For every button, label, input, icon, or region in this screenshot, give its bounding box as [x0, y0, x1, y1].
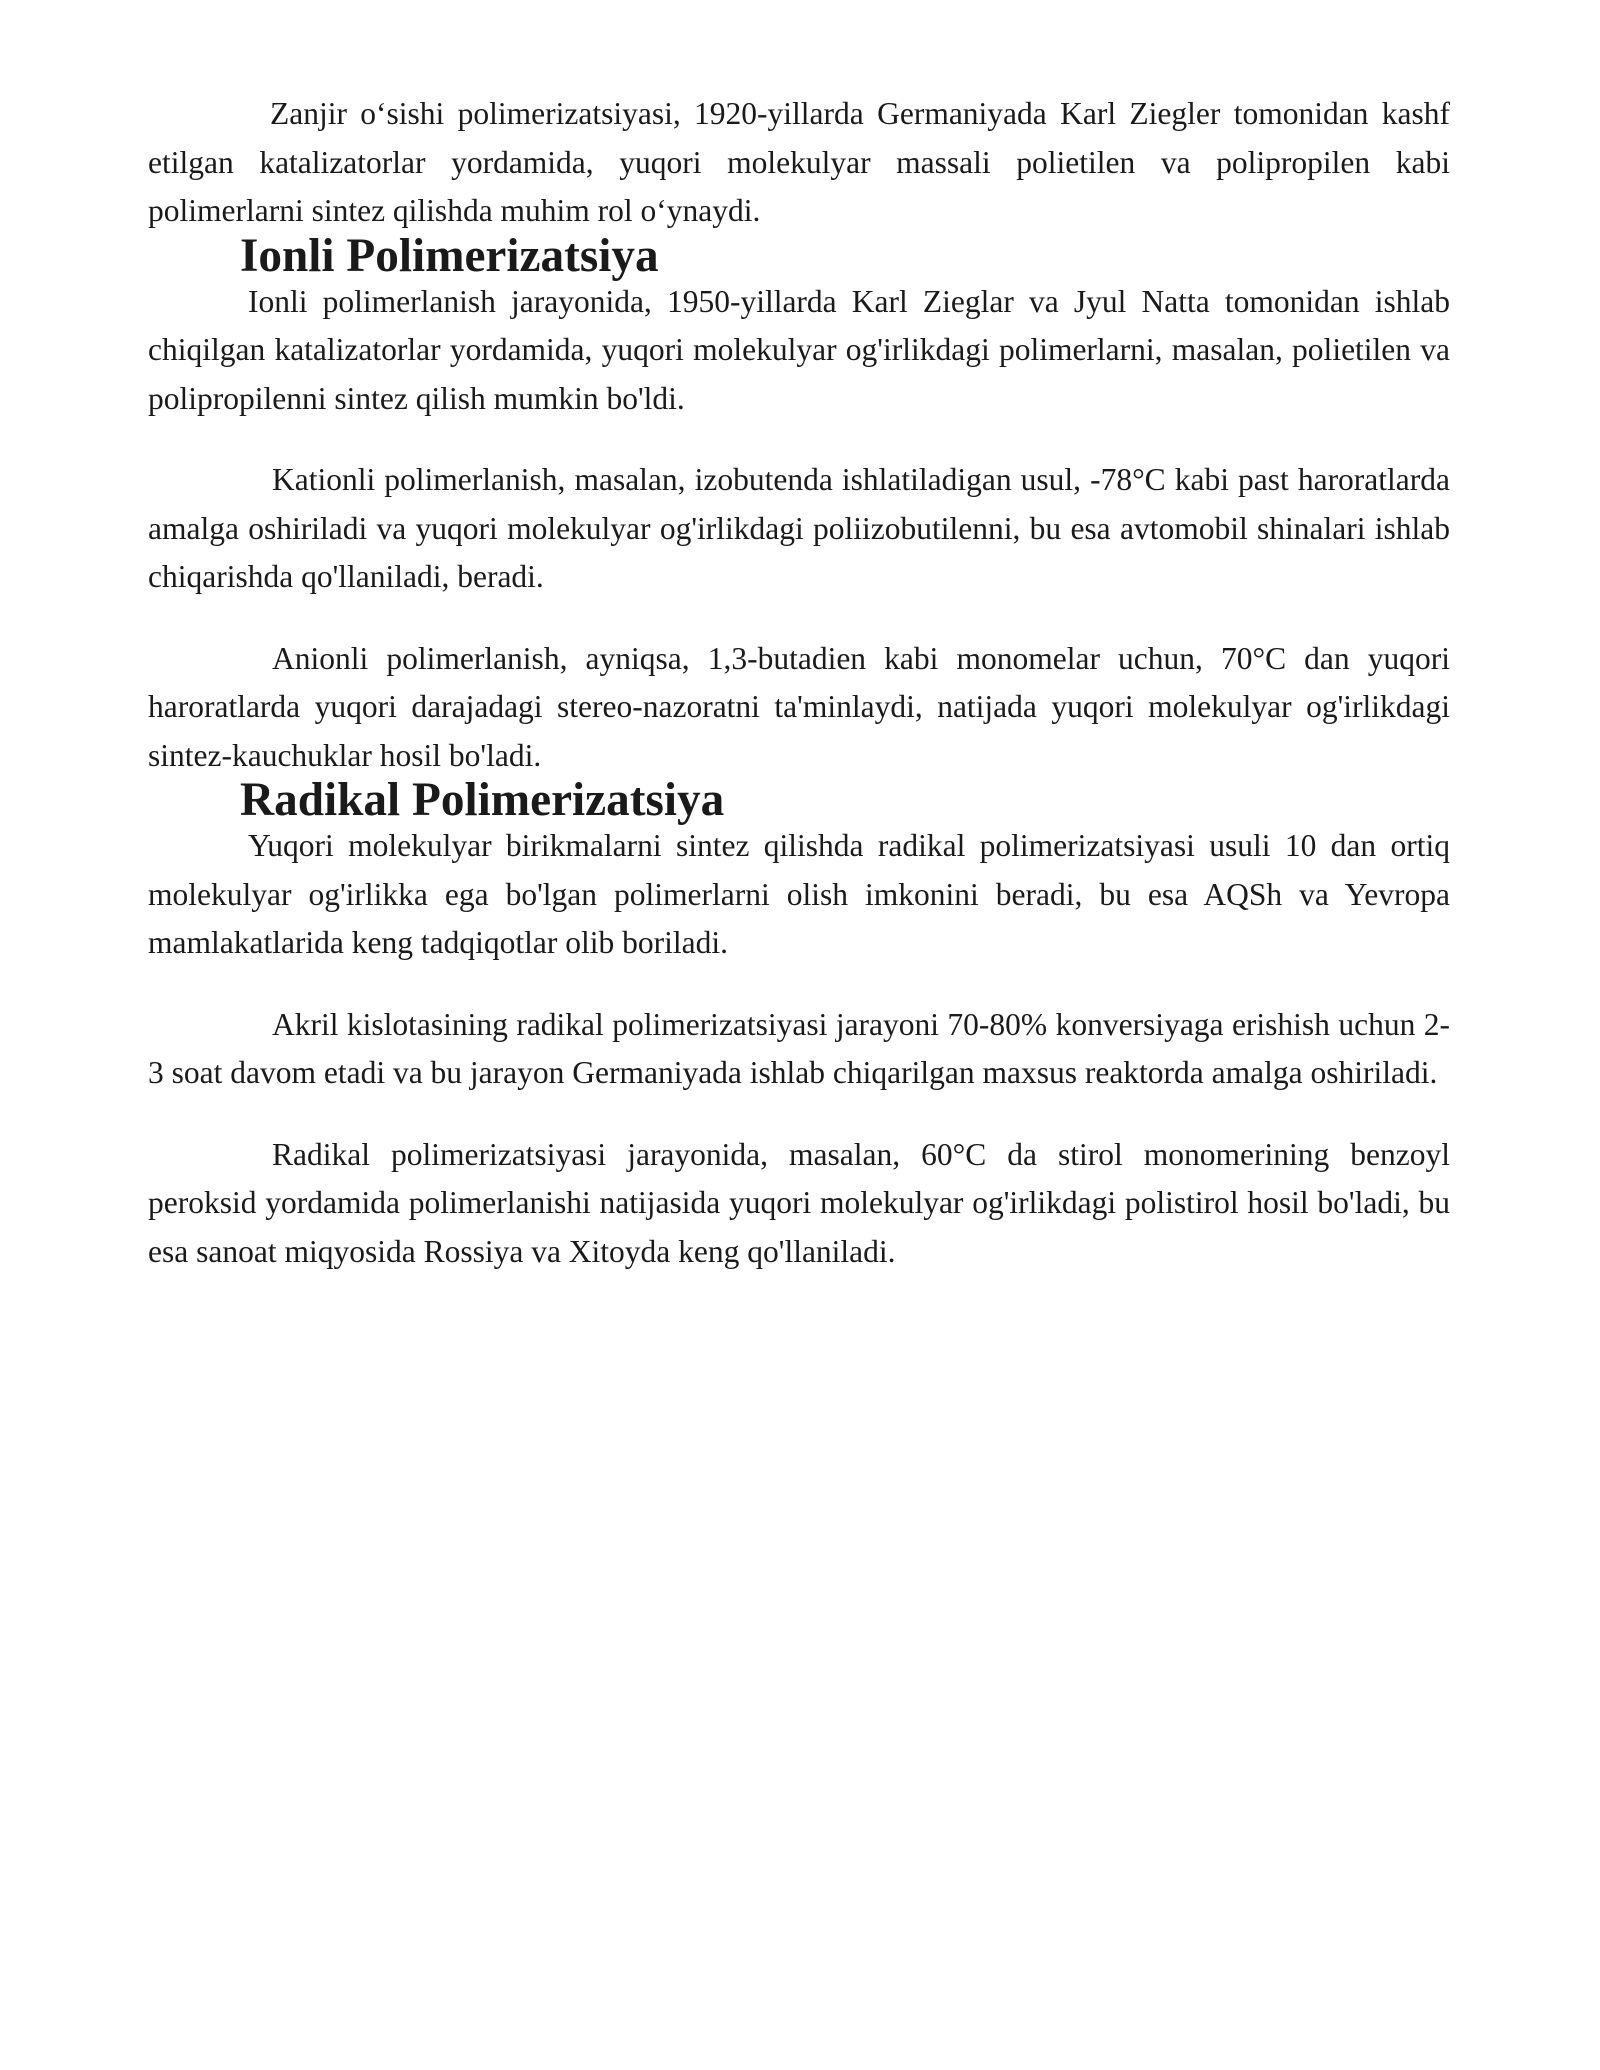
heading-ionli-polimerizatsiya: Ionli Polimerizatsiya	[240, 229, 659, 282]
paragraph-radikal-1: Yuqori molekulyar birikmalarni sintez qilishda radikal polimerizatsiyasi usuli 10 dan ortiq molekulyar og'irlikka ega bo'lgan polimerlarni olish imkonini beradi, bu esa AQSh va Yevropa mamlakatlarida keng tadqiqotlar olib boriladi.	[148, 828, 1450, 960]
paragraph-akril: Akril kislotasining radikal polimerizatsiyasi jarayoni 70-80% konversiyaga erishish uchun 2-3 soat davom etadi va bu jarayon Germaniyada ishlab chiqarilgan maxsus reaktorda amalga oshiriladi.	[148, 1006, 1450, 1090]
paragraph-zanjir: Zanjir o‘sishi polimerizatsiyasi, 1920-yillarda Germaniyada Karl Ziegler tomonidan kashf etilgan katalizatorlar yordamida, yuqori molekulyar massali polietilen va polipropilen kabi polimerlarni sintez qilishda muhim rol o‘ynaydi.	[148, 96, 1450, 228]
document-page	[148, 90, 1450, 1276]
heading-radikal-polimerizatsiya: Radikal Polimerizatsiya	[240, 774, 725, 826]
paragraph-stirol: Radikal polimerizatsiyasi jarayonida, masalan, 60°C da stirol monomerining benzoyl peroksid yordamida polimerlanishi natijasida yuqori molekulyar og'irlikdagi polistirol hosil bo'ladi, bu esa sanoat miqyosida Rossiya va Xitoyda keng qo'llaniladi.	[148, 1136, 1450, 1269]
paragraph-ionli-1: Ionli polimerlanish jarayonida, 1950-yillarda Karl Zieglar va Jyul Natta tomonidan ishlab chiqilgan katalizatorlar yordamida, yuqori molekulyar og'irlikdagi polimerlarni, masalan, polietilen va polipropilenni sintez qilish mumkin bo'ldi.	[148, 283, 1450, 416]
paragraph-anionli: Anionli polimerlanish, ayniqsa, 1,3-butadien kabi monomelar uchun, 70°C dan yuqori haroratlarda yuqori darajadagi stereo-nazoratni ta'minlaydi, natijada yuqori molekulyar og'irlikdagi sintez-kauchuklar hosil bo'ladi.	[148, 640, 1450, 773]
paragraph-kationli: Kationli polimerlanish, masalan, izobutenda ishlatiladigan usul, -78°C kabi past haroratlarda amalga oshiriladi va yuqori molekulyar og'irlikdagi poliizobutilenni, bu esa avtomobil shinalari ishlab chiqarishda qo'llaniladi, beradi.	[148, 462, 1450, 594]
